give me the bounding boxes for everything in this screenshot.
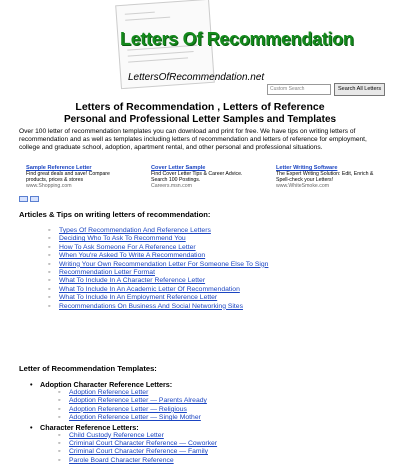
ad-url[interactable]: www.Shopping.com [26, 183, 72, 189]
tips-link[interactable]: ◦ What To Include In An Academic Letter Of Recommendation [48, 286, 298, 294]
logo-title[interactable]: Letters Of Recommendation [120, 29, 354, 49]
tips-link[interactable]: ◦ Recommendation Letter Format [48, 269, 298, 277]
ad-url[interactable]: www.WhiteSmoke.com [276, 183, 330, 189]
tips-list [48, 227, 298, 311]
ad-text: Find great deals and save! Compare products, prices & stores [26, 171, 110, 183]
ad-url[interactable]: Careers.msn.com [151, 183, 192, 189]
ad-nav-icons [19, 196, 39, 202]
template-link[interactable]: ◦ Criminal Court Character Reference — Coworker [58, 440, 370, 448]
intro-paragraph: Over 100 letter of recommendation templates you can download and print for free. We have tips on writing letters of recommendation and as well as templates including letters of recommendation and letters of reference for employment, college and graduate school, adoption, apartment rental, and other personal and professional situations. [19, 128, 367, 151]
search-button[interactable]: Search All Letters [334, 83, 385, 96]
tips-link[interactable]: ◦ Deciding Who To Ask To Recommend You [48, 235, 298, 243]
tips-link[interactable]: ◦ How To Ask Someone For A Reference Letter [48, 244, 298, 252]
template-group-label: Character Reference Letters: [40, 422, 139, 432]
template-link[interactable]: ◦ Parole Board Character Reference [58, 457, 370, 465]
ad-item [26, 165, 126, 189]
ad-block [26, 165, 386, 189]
ad-next-icon[interactable] [30, 196, 39, 202]
ad-prev-icon[interactable] [19, 196, 28, 202]
logo-url[interactable]: LettersOfRecommendation.net [128, 72, 265, 83]
template-group [30, 380, 370, 423]
tips-link[interactable]: ◦ Types Of Recommendation And Reference Letters [48, 227, 298, 235]
templates-list [30, 380, 370, 465]
template-link[interactable]: ◦ Criminal Court Character Reference — Family [58, 448, 370, 456]
template-link[interactable]: ◦ Adoption Reference Letter — Parents Already [58, 397, 370, 405]
tips-heading: Articles & Tips on writing letters of recommendation: [19, 210, 211, 219]
template-link[interactable]: ◦ Adoption Reference Letter — Single Mother [58, 414, 370, 422]
page-title: Letters of Recommendation , Letters of Reference [75, 101, 325, 113]
page-subtitle: Personal and Professional Letter Samples and Templates [63, 114, 337, 125]
templates-heading: Letter of Recommendation Templates: [19, 364, 157, 373]
search-input[interactable]: Custom Search [267, 84, 331, 95]
ad-title-link[interactable]: Letter Writing Software [276, 165, 338, 171]
ad-title-link[interactable]: Cover Letter Sample [151, 165, 206, 171]
ad-title-link[interactable]: Sample Reference Letter [26, 165, 92, 171]
search-area [267, 83, 385, 96]
ad-text: Find Cover Letter Tips & Career Advice. Search 100 Postings. [151, 171, 243, 183]
ad-text: The Expert Writing Solution: Edit, Enrich & Spell-check your Letters! [276, 171, 374, 183]
template-link[interactable]: ◦ Adoption Reference Letter [58, 389, 370, 397]
tips-link[interactable]: ◦ What To Include In An Employment Reference Letter [48, 294, 298, 302]
tips-link[interactable]: ◦ When You're Asked To Write A Recommendation [48, 252, 298, 260]
ad-item [276, 165, 376, 189]
tips-link[interactable]: ◦ What To Include In A Character Reference Letter [48, 277, 298, 285]
template-group-label: Adoption Character Reference Letters: [40, 380, 173, 389]
tips-link[interactable]: ◦ Writing Your Own Recommendation Letter For Someone Else To Sign [48, 261, 298, 269]
tips-link[interactable]: ◦ Recommendations On Business And Social Networking Sites [48, 303, 298, 311]
template-link[interactable]: ◦ Adoption Reference Letter — Religious [58, 406, 370, 414]
ad-item [151, 165, 251, 189]
site-header [0, 0, 400, 96]
template-link[interactable]: ◦ Child Custody Reference Letter [58, 432, 370, 440]
template-group [30, 423, 370, 466]
